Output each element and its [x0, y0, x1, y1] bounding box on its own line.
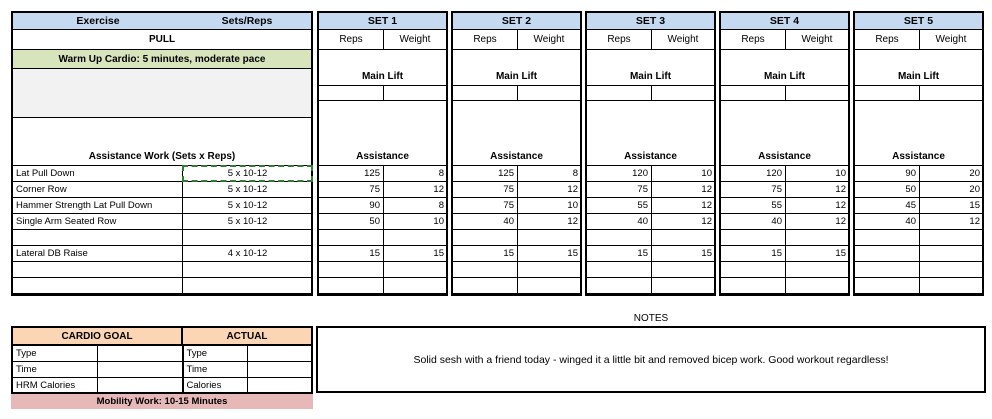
assistance-label: Assistance: [490, 151, 543, 162]
reps-value-cell[interactable]: [855, 246, 920, 262]
set-block: [317, 11, 448, 296]
set-row: [453, 262, 582, 278]
main-lift-label: Main Lift: [361, 71, 404, 82]
reps-value-cell[interactable]: 120: [721, 166, 786, 182]
reps-value-cell[interactable]: [855, 278, 920, 294]
reps-value-cell[interactable]: 75: [453, 182, 518, 198]
set-row: [319, 166, 448, 182]
weight-column-label[interactable]: Weight: [920, 30, 982, 50]
set-row: [721, 262, 850, 278]
cardio-table: [12, 345, 313, 394]
cardio-goal-value[interactable]: [98, 362, 183, 378]
set-row: [721, 166, 850, 182]
set-row: [319, 262, 448, 278]
reps-value-cell[interactable]: [319, 278, 384, 294]
reps-value-cell[interactable]: [721, 262, 786, 278]
set-assistance-table: [720, 165, 850, 294]
set-title[interactable]: SET 5: [855, 13, 982, 30]
main-lift-divider: [919, 86, 920, 100]
reps-value-cell[interactable]: [855, 262, 920, 278]
set-row: [721, 198, 850, 214]
exercise-table: [12, 165, 313, 294]
set-row: [721, 182, 850, 198]
weight-value-cell[interactable]: 12: [652, 214, 716, 230]
exercise-name-cell[interactable]: [13, 278, 183, 294]
cardio-goal-value[interactable]: [98, 378, 183, 394]
set-row: [587, 246, 716, 262]
weight-value-cell[interactable]: 12: [652, 182, 716, 198]
reps-value-cell[interactable]: 90: [319, 198, 384, 214]
weight-value-cell[interactable]: [786, 230, 850, 246]
notes-label: NOTES: [633, 313, 669, 324]
weight-value-cell[interactable]: 12: [384, 182, 448, 198]
weight-value-cell[interactable]: [384, 262, 448, 278]
set-row: [587, 198, 716, 214]
weight-value-cell[interactable]: 10: [384, 214, 448, 230]
weight-value-cell[interactable]: 10: [518, 198, 582, 214]
set-row: [721, 214, 850, 230]
weight-column-label[interactable]: Weight: [518, 30, 580, 50]
reps-value-cell[interactable]: 125: [319, 166, 384, 182]
reps-value-cell[interactable]: 75: [587, 182, 652, 198]
set-title[interactable]: SET 4: [721, 13, 848, 30]
weight-value-cell[interactable]: [652, 230, 716, 246]
cardio-actual-value[interactable]: [248, 346, 313, 362]
weight-value-cell[interactable]: 12: [786, 198, 850, 214]
reps-value-cell[interactable]: [721, 230, 786, 246]
exercise-column-header[interactable]: Exercise: [76, 15, 120, 27]
exercise-row: [13, 262, 313, 278]
main-lift-input-row[interactable]: [587, 85, 714, 101]
sets-reps-cell[interactable]: 5 x 10-12: [183, 214, 313, 230]
exercise-row: [13, 214, 313, 230]
reps-value-cell[interactable]: 15: [453, 246, 518, 262]
set-block: [853, 11, 984, 296]
set-row: [453, 214, 582, 230]
set-row: [453, 278, 582, 294]
cardio-goal-label[interactable]: HRM Calories: [13, 378, 98, 394]
sets-reps-cell[interactable]: [183, 262, 313, 278]
weight-value-cell[interactable]: 10: [652, 166, 716, 182]
reps-column-label[interactable]: Reps: [319, 30, 384, 50]
set-row: [319, 230, 448, 246]
notes-text: Solid sesh with a friend today - winged it a little bit and removed bicep work. Good workout regardless!: [413, 354, 889, 366]
weight-value-cell[interactable]: 20: [920, 166, 984, 182]
weight-value-cell[interactable]: 12: [652, 198, 716, 214]
reps-value-cell[interactable]: 55: [721, 198, 786, 214]
reps-value-cell[interactable]: 125: [453, 166, 518, 182]
assistance-label: Assistance: [892, 151, 945, 162]
weight-value-cell[interactable]: [652, 278, 716, 294]
reps-value-cell[interactable]: [453, 262, 518, 278]
main-lift-input-row[interactable]: [855, 85, 982, 101]
reps-value-cell[interactable]: 75: [319, 182, 384, 198]
exercise-name-cell[interactable]: Corner Row: [13, 182, 183, 198]
cardio-goal-label[interactable]: Type: [13, 346, 98, 362]
cardio-row: [13, 362, 313, 378]
set-row: [453, 166, 582, 182]
main-lift-label: Main Lift: [629, 71, 672, 82]
weight-value-cell[interactable]: 12: [786, 214, 850, 230]
set-row: [453, 182, 582, 198]
main-lift-gray-box[interactable]: [13, 69, 311, 118]
main-lift-divider: [785, 86, 786, 100]
main-lift-label: Main Lift: [763, 71, 806, 82]
weight-value-cell[interactable]: [920, 262, 984, 278]
weight-value-cell[interactable]: [920, 278, 984, 294]
cardio-actual-value[interactable]: [248, 378, 313, 394]
reps-value-cell[interactable]: [721, 278, 786, 294]
cardio-row: [13, 378, 313, 394]
main-lift-label: Main Lift: [495, 71, 538, 82]
weight-value-cell[interactable]: 15: [384, 246, 448, 262]
weight-value-cell[interactable]: 12: [518, 182, 582, 198]
exercise-name-cell[interactable]: Lateral DB Raise: [13, 246, 183, 262]
weight-value-cell[interactable]: 12: [920, 214, 984, 230]
reps-value-cell[interactable]: [587, 262, 652, 278]
sets-reps-cell[interactable]: 4 x 10-12: [183, 246, 313, 262]
exercise-name-cell[interactable]: [13, 230, 183, 246]
reps-column-label[interactable]: Reps: [453, 30, 518, 50]
set-row: [855, 182, 984, 198]
set-row: [319, 214, 448, 230]
reps-value-cell[interactable]: [319, 230, 384, 246]
sets-reps-cell[interactable]: [183, 230, 313, 246]
set-row: [587, 230, 716, 246]
exercise-name-cell[interactable]: [13, 262, 183, 278]
reps-column-label[interactable]: Reps: [855, 30, 920, 50]
sets-reps-cell[interactable]: 5 x 10-12: [183, 198, 313, 214]
workout-title[interactable]: PULL: [13, 30, 311, 50]
weight-value-cell[interactable]: 15: [920, 198, 984, 214]
set-row: [855, 278, 984, 294]
set-title[interactable]: SET 3: [587, 13, 714, 30]
reps-value-cell[interactable]: [319, 262, 384, 278]
weight-value-cell[interactable]: 20: [920, 182, 984, 198]
main-lift-divider: [651, 86, 652, 100]
weight-value-cell[interactable]: 10: [786, 166, 850, 182]
reps-value-cell[interactable]: 45: [855, 198, 920, 214]
set-row: [453, 198, 582, 214]
weight-value-cell[interactable]: 8: [518, 166, 582, 182]
assistance-label: Assistance: [356, 151, 409, 162]
exercise-row: [13, 246, 313, 262]
weight-column-label[interactable]: Weight: [786, 30, 848, 50]
weight-value-cell[interactable]: 8: [384, 166, 448, 182]
assistance-label: Assistance: [624, 151, 677, 162]
set-row: [721, 246, 850, 262]
weight-column-label[interactable]: Weight: [384, 30, 446, 50]
set-assistance-table: [452, 165, 582, 294]
weight-value-cell[interactable]: 15: [518, 246, 582, 262]
cardio-goal-header[interactable]: CARDIO GOAL: [13, 328, 183, 345]
cardio-block: [11, 326, 313, 394]
set-row: [319, 278, 448, 294]
selected-cell-marquee: [182, 165, 313, 182]
reps-value-cell[interactable]: [587, 278, 652, 294]
reps-value-cell[interactable]: 90: [855, 166, 920, 182]
weight-value-cell[interactable]: 15: [786, 246, 850, 262]
set-row: [855, 214, 984, 230]
set-assistance-table: [318, 165, 448, 294]
set-row: [721, 278, 850, 294]
reps-value-cell[interactable]: 50: [855, 182, 920, 198]
reps-value-cell[interactable]: 15: [587, 246, 652, 262]
set-row: [587, 166, 716, 182]
set-block: [451, 11, 582, 296]
sets-reps-cell[interactable]: [183, 278, 313, 294]
sets-reps-cell[interactable]: 5 x 10-12: [183, 182, 313, 198]
set-assistance-table: [854, 165, 984, 294]
set-row: [587, 182, 716, 198]
cardio-goal-label[interactable]: Time: [13, 362, 98, 378]
weight-value-cell[interactable]: 15: [652, 246, 716, 262]
set-row: [855, 230, 984, 246]
reps-value-cell[interactable]: 75: [721, 182, 786, 198]
reps-value-cell[interactable]: 55: [587, 198, 652, 214]
reps-column-label[interactable]: Reps: [587, 30, 652, 50]
cardio-actual-label[interactable]: Calories: [183, 378, 248, 394]
set-row: [319, 182, 448, 198]
exercise-row: [13, 182, 313, 198]
reps-value-cell[interactable]: 75: [453, 198, 518, 214]
exercise-row: [13, 230, 313, 246]
weight-value-cell[interactable]: [920, 246, 984, 262]
exercise-name-cell[interactable]: Single Arm Seated Row: [13, 214, 183, 230]
sets-reps-column-header[interactable]: Sets/Reps: [221, 15, 273, 27]
cardio-actual-value[interactable]: [248, 362, 313, 378]
weight-value-cell[interactable]: [652, 262, 716, 278]
weight-value-cell[interactable]: 12: [786, 182, 850, 198]
set-row: [453, 246, 582, 262]
exercise-header-row: [13, 13, 311, 30]
assistance-work-header[interactable]: Assistance Work (Sets x Reps): [88, 151, 236, 162]
weight-value-cell[interactable]: [786, 262, 850, 278]
reps-value-cell[interactable]: [453, 230, 518, 246]
cardio-actual-label[interactable]: Type: [183, 346, 248, 362]
weight-value-cell[interactable]: 12: [518, 214, 582, 230]
assistance-label: Assistance: [758, 151, 811, 162]
set-block: [585, 11, 716, 296]
mobility-banner[interactable]: Mobility Work: 10-15 Minutes: [11, 394, 313, 409]
reps-value-cell[interactable]: 120: [587, 166, 652, 182]
reps-value-cell[interactable]: 15: [319, 246, 384, 262]
set-row: [587, 214, 716, 230]
sets-reps-cell[interactable]: 5 x 10-12: [183, 166, 313, 182]
set-block: [719, 11, 850, 296]
reps-column-label[interactable]: Reps: [721, 30, 786, 50]
exercise-block: [11, 11, 313, 296]
reps-value-cell[interactable]: 40: [587, 214, 652, 230]
set-row: [587, 278, 716, 294]
set-row: [587, 262, 716, 278]
reps-value-cell[interactable]: [855, 230, 920, 246]
reps-value-cell[interactable]: 40: [855, 214, 920, 230]
exercise-row: [13, 198, 313, 214]
reps-value-cell[interactable]: [453, 278, 518, 294]
set-title[interactable]: SET 2: [453, 13, 580, 30]
main-lift-input-row[interactable]: [453, 85, 580, 101]
set-row: [855, 166, 984, 182]
weight-column-label[interactable]: Weight: [652, 30, 714, 50]
cardio-row: [13, 346, 313, 362]
weight-value-cell[interactable]: [518, 230, 582, 246]
weight-value-cell[interactable]: 8: [384, 198, 448, 214]
reps-value-cell[interactable]: 15: [721, 246, 786, 262]
cardio-actual-label[interactable]: Time: [183, 362, 248, 378]
main-lift-divider: [517, 86, 518, 100]
set-assistance-table: [586, 165, 716, 294]
warmup-banner[interactable]: Warm Up Cardio: 5 minutes, moderate pace: [13, 50, 311, 69]
main-lift-label: Main Lift: [897, 71, 940, 82]
weight-value-cell[interactable]: [518, 278, 582, 294]
cardio-actual-header[interactable]: ACTUAL: [183, 328, 311, 345]
set-row: [453, 230, 582, 246]
set-row: [855, 198, 984, 214]
main-lift-input-row[interactable]: [319, 85, 446, 101]
main-lift-divider: [383, 86, 384, 100]
notes-box[interactable]: [316, 326, 986, 393]
weight-value-cell[interactable]: [786, 278, 850, 294]
reps-value-cell[interactable]: 40: [721, 214, 786, 230]
set-row: [721, 230, 850, 246]
cardio-goal-value[interactable]: [98, 346, 183, 362]
reps-value-cell[interactable]: 40: [453, 214, 518, 230]
main-lift-input-row[interactable]: [721, 85, 848, 101]
weight-value-cell[interactable]: [518, 262, 582, 278]
exercise-row: [13, 278, 313, 294]
exercise-name-cell[interactable]: Lat Pull Down: [13, 166, 183, 182]
reps-value-cell[interactable]: [587, 230, 652, 246]
weight-value-cell[interactable]: [384, 278, 448, 294]
set-row: [319, 246, 448, 262]
weight-value-cell[interactable]: [384, 230, 448, 246]
set-row: [855, 246, 984, 262]
set-row: [319, 198, 448, 214]
weight-value-cell[interactable]: [920, 230, 984, 246]
set-title[interactable]: SET 1: [319, 13, 446, 30]
set-row: [855, 262, 984, 278]
reps-value-cell[interactable]: 50: [319, 214, 384, 230]
exercise-name-cell[interactable]: Hammer Strength Lat Pull Down: [13, 198, 183, 214]
